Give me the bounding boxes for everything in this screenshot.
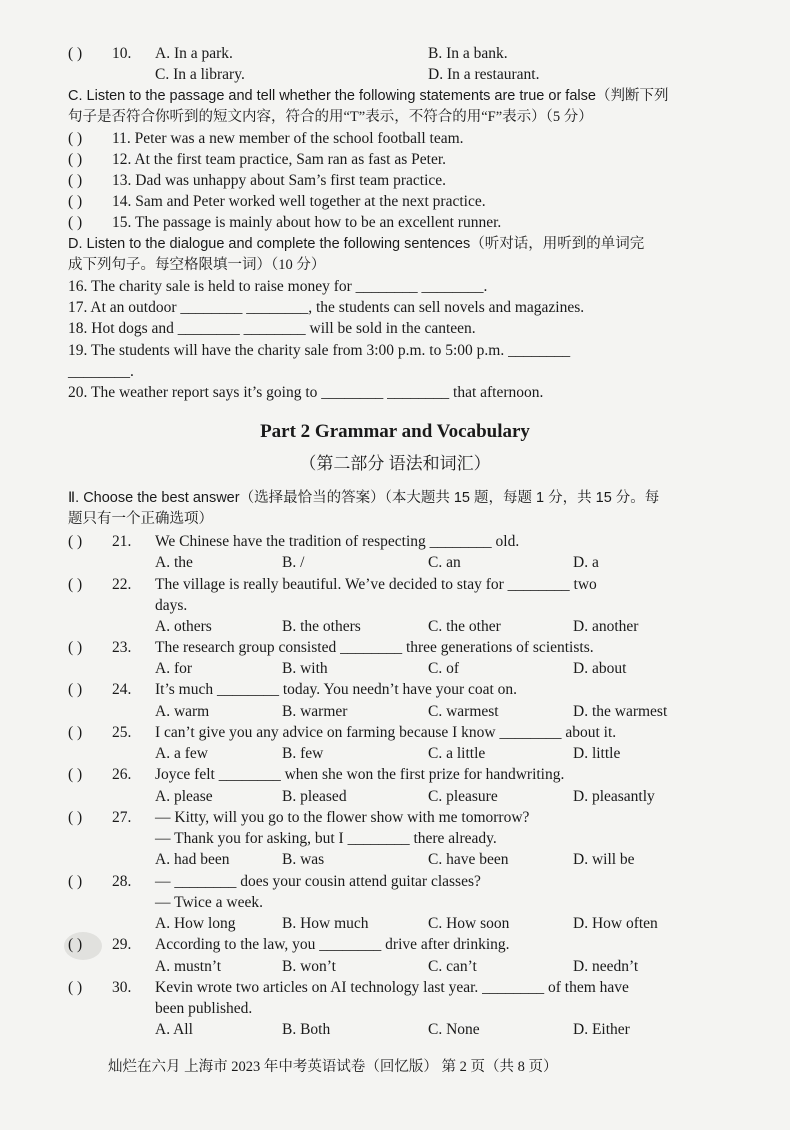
part2-title: Part 2 Grammar and Vocabulary xyxy=(260,421,530,442)
option-a: A. for xyxy=(155,660,193,677)
option-c: C. can’t xyxy=(428,958,477,975)
section-c-heading-cont: 句子是否符合你听到的短文内容，符合的用“T”表示，不符合的用“F”表示）（5 分） xyxy=(68,109,593,125)
question-number: 10. xyxy=(112,45,132,62)
option-a: A. In a park. xyxy=(155,45,233,62)
question-22-options xyxy=(0,616,790,637)
option-c: C. How soon xyxy=(428,915,510,932)
section-c-heading: C. Listen to the passage and tell whether the following statements are true or false（判断下列 xyxy=(68,88,669,104)
option-b: B. / xyxy=(282,554,305,571)
question-26-options xyxy=(0,786,790,807)
option-b: B. the others xyxy=(282,618,361,635)
question-21-options xyxy=(0,552,790,573)
option-c: C. a little xyxy=(428,745,486,762)
option-c: C. have been xyxy=(428,851,509,868)
option-d: D. a xyxy=(573,554,599,571)
option-d: D. another xyxy=(573,618,639,635)
question-29: ( ) 29. According to the law, you ________ drive after drinking. xyxy=(68,936,510,953)
statement-12: ( ) 12. At the first team practice, Sam ran as fast as Peter. xyxy=(68,151,447,168)
question-26: ( ) 26. Joyce felt ________ when she won the first prize for handwriting. xyxy=(68,766,565,783)
part2-subtitle: （第二部分 语法和词汇） xyxy=(299,454,491,473)
option-c: C. None xyxy=(428,1021,480,1038)
question-19: 19. The students will have the charity sale from 3:00 p.m. to 5:00 p.m. ________ xyxy=(68,342,571,359)
option-a: A. All xyxy=(155,1021,193,1038)
option-b: B. was xyxy=(282,851,325,868)
question-27-options xyxy=(0,849,790,870)
option-b: B. pleased xyxy=(282,788,347,805)
question-29-options xyxy=(0,956,790,977)
option-b: B. How much xyxy=(282,915,369,932)
option-b: B. warmer xyxy=(282,703,348,720)
option-d: D. the warmest xyxy=(573,703,668,720)
answer-blank: ( ) xyxy=(68,45,83,62)
question-23-options xyxy=(0,658,790,679)
question-24: ( ) 24. It’s much ________ today. You needn’t have your coat on. xyxy=(68,681,518,698)
question-25-options xyxy=(0,743,790,764)
section-ii-heading: Ⅱ. Choose the best answer（选择最恰当的答案）（本大题共 15 题，每题 1 分，共 15 分。每 xyxy=(68,490,660,506)
option-d: D. pleasantly xyxy=(573,788,655,805)
question-27-cont: — Thank you for asking, but I ________ there already. xyxy=(155,830,497,847)
question-17: 17. At an outdoor ________ ________, the students can sell novels and magazines. xyxy=(68,299,585,316)
question-22-cont: days. xyxy=(155,597,188,614)
option-a: A. others xyxy=(155,618,212,635)
option-d: D. In a restaurant. xyxy=(428,66,540,83)
option-c: C. warmest xyxy=(428,703,499,720)
question-18: 18. Hot dogs and ________ ________ will be sold in the canteen. xyxy=(68,320,476,337)
option-c: C. the other xyxy=(428,618,501,635)
option-b: B. won’t xyxy=(282,958,336,975)
option-a: A. a few xyxy=(155,745,208,762)
option-a: A. had been xyxy=(155,851,230,868)
question-28: ( ) 28. — ________ does your cousin attend guitar classes? xyxy=(68,873,481,890)
option-d: D. needn’t xyxy=(573,958,639,975)
option-b: B. Both xyxy=(282,1021,331,1038)
question-30-cont: been published. xyxy=(155,1000,253,1017)
question-25: ( ) 25. I can’t give you any advice on farming because I know ________ about it. xyxy=(68,724,617,741)
option-d: D. Either xyxy=(573,1021,630,1038)
statement-11: ( ) 11. Peter was a new member of the school football team. xyxy=(68,130,464,147)
question-10 xyxy=(0,43,790,64)
option-d: D. How often xyxy=(573,915,658,932)
statement-13: ( ) 13. Dad was unhappy about Sam’s first team practice. xyxy=(68,172,447,189)
question-16: 16. The charity sale is held to raise money for ________ ________. xyxy=(68,278,488,295)
option-d: D. will be xyxy=(573,851,635,868)
question-30-options xyxy=(0,1019,790,1040)
option-a: A. please xyxy=(155,788,213,805)
option-c: C. an xyxy=(428,554,461,571)
question-28-cont: — Twice a week. xyxy=(155,894,263,911)
question-30: ( ) 30. Kevin wrote two articles on AI technology last year. ________ of them have xyxy=(68,979,629,996)
option-c: C. pleasure xyxy=(428,788,498,805)
option-a: A. mustn’t xyxy=(155,958,222,975)
option-b: B. few xyxy=(282,745,324,762)
section-d-heading: D. Listen to the dialogue and complete the following sentences（听对话，用听到的单词完 xyxy=(68,236,645,252)
option-a: A. How long xyxy=(155,915,236,932)
statement-15: ( ) 15. The passage is mainly about how to be an excellent runner. xyxy=(68,214,502,231)
question-28-options xyxy=(0,913,790,934)
option-a: A. the xyxy=(155,554,193,571)
section-d-heading-cont: 成下列句子。每空格限填一词）（10 分） xyxy=(68,257,326,273)
question-19-cont: ________. xyxy=(68,363,134,380)
section-ii-heading-cont: 题只有一个正确选项） xyxy=(68,511,213,527)
question-23: ( ) 23. The research group consisted ________ three generations of scientists. xyxy=(68,639,594,656)
option-c: C. of xyxy=(428,660,459,677)
question-10-options xyxy=(0,64,790,85)
option-a: A. warm xyxy=(155,703,210,720)
question-22: ( ) 22. The village is really beautiful. We’ve decided to stay for ________ two xyxy=(68,576,597,593)
question-20: 20. The weather report says it’s going to ________ ________ that afternoon. xyxy=(68,384,544,401)
question-24-options xyxy=(0,701,790,722)
question-27: ( ) 27. — Kitty, will you go to the flower show with me tomorrow? xyxy=(68,809,530,826)
statement-14: ( ) 14. Sam and Peter worked well together at the next practice. xyxy=(68,193,486,210)
option-c: C. In a library. xyxy=(155,66,245,83)
page-footer: 灿烂在六月 上海市 2023 年中考英语试卷（回忆版） 第 2 页（共 8 页） xyxy=(108,1059,558,1075)
option-b: B. with xyxy=(282,660,328,677)
option-d: D. little xyxy=(573,745,621,762)
question-21: ( ) 21. We Chinese have the tradition of respecting ________ old. xyxy=(68,533,520,550)
option-d: D. about xyxy=(573,660,627,677)
option-b: B. In a bank. xyxy=(428,45,508,62)
